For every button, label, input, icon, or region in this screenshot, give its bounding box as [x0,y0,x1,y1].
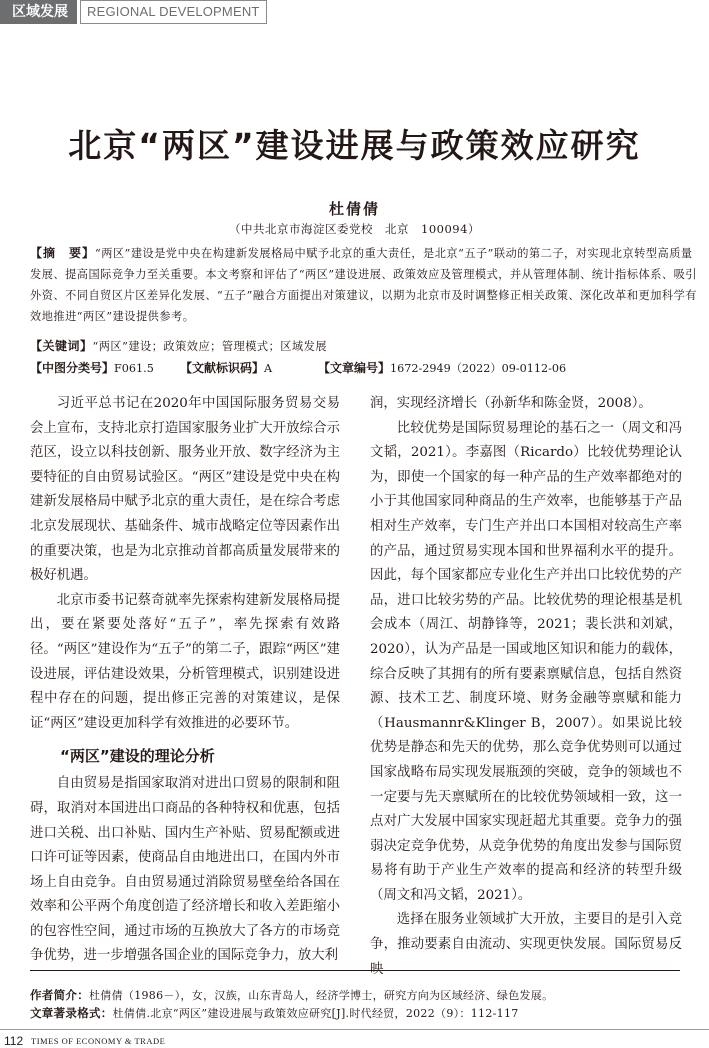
section-label-en: REGIONAL DEVELOPMENT [80,0,267,24]
doc-code-label: 【文献标识码】 [180,361,265,375]
keywords-text: “两区”建设；政策效应；管理模式；区域发展 [92,340,328,353]
clc-value: F061.5 [114,362,154,375]
paragraph: 比较优势是国际贸易理论的基石之一（周文和冯文韬，2021）。李嘉图（Ricardo）比较优势理论认为，即使一个国家的每一种产品的生产效率都绝对的小于其他国家同种商品的生产效率，也能够基于产品相对生产效率，专门生产并出口本国相对较高生产率的产品，通过贸易实现本国和世界福利水平的提升。因此，每个国家都应专业化生产并出口比较优势的产品，进口比较劣势的产品。比较优势的理论根基是机会成本（周江、胡静锋等，2021；裴长洪和刘斌，2020），认为产品是一国或地区知识和能力的载体，综合反映了其拥有的所有要素禀赋信息，包括自然资源、技术工艺、制度环境、财务金融等禀赋和能力（Hausmannr&Klinger B，2007）。如果说比较优势是静态和先天的优势，那么竞争优势则可以通过国家战略布局实现发展瓶颈的突破，竞争的领域也不一定要与先天禀赋所在的比较优势领域相一致，这一点对广大发展中国家实现赶超尤其重要。竞争力的强弱决定竞争优势，从竞争优势的角度出发参与国际贸易将有助于产业生产效率的提高和经济的转型升级（周文和冯文韬，2021）。 [370,420,682,903]
paragraph: 润，实现经济增长（孙新华和陈金贤，2008）。 [370,396,652,411]
footnote-divider [30,970,680,971]
page-footer-rule [0,1029,709,1030]
author-bio-text: 杜倩倩（1986－），女，汉族，山东青岛人，经济学博士，研究方向为区域经济、绿色发展。 [89,989,554,1002]
citation-text: 杜倩倩.北京“两区”建设进展与政策效应研究[J].时代经贸，2022（9）：112-117 [112,1007,519,1020]
author-bio-label: 作者简介： [30,988,89,1002]
doc-code-value: A [264,362,273,375]
paragraph: 北京市委书记蔡奇就率先探索构建新发展格局提出，要在紧要处落好“五子”，率先探索有效路径。“两区”建设作为“五子”的第二子，跟踪“两区”建设进展，评估建设效果，分析管理模式，识别建设进程中存在的问题，提出修正完善的对策建议，是保证“两区”建设更加科学有效推进的必要环节。 [30,592,340,731]
article-number-label: 【文章编号】 [318,361,391,375]
abstract-text: “两区”建设是党中央在构建新发展格局中赋予北京的重大责任，是北京“五子”联动的第二子，对实现北京转型高质量发展、提高国际竞争力至关重要。本文考察和评估了“两区”建设进展、政策效应及管理模式，并从管理体制、统计指标体系、吸引外资、不同自贸区片区差异化发展、“五子”融合方面提出对策建议，以期为北京市及时调整修正相关政策、深化改革和更加科学有效地推进“两区”建设提供参考。 [30,247,697,323]
paragraph: 选择在服务业领域扩大开放，主要目的是引入竞争，推动要素自由流动、实现更快发展。国际贸易反映 [370,912,682,977]
abstract-label: 【摘 要】 [30,246,96,260]
author-name: 杜倩倩 [328,200,380,218]
citation-label: 文章著录格式： [30,1006,113,1020]
author-affiliation: （中共北京市海淀区委党校 北京 100094） [229,222,480,236]
clc-label: 【中图分类号】 [30,361,115,375]
keywords-label: 【关键词】 [30,339,93,353]
abstract [30,243,702,327]
author-bio [30,987,702,1004]
article-title: 北京“两区”建设进展与政策效应研究 [68,126,641,165]
section-header [0,0,267,24]
paragraph: 习近平总书记在2020年中国国际服务贸易交易会上宣布，支持北京打造国家服务业扩大开放综合示范区，设立以科技创新、服务业开放、数字经济为主要特征的自由贸易试验区。“两区”建设是党中央在构建新发展格局中赋予北京的重大责任，是在综合考虑北京发展现状、基础条件、城市战略定位等因素作出的重要决策，也是为北京推动首都高质量发展带来的极好机遇。 [30,396,340,584]
article-number-value: 1672-2949（2022）09-0112-06 [390,362,567,375]
keywords [30,337,702,356]
left-column [30,392,340,969]
section-label-cn: 区域发展 [0,0,77,24]
page-number: 112 [4,1034,24,1048]
citation-format [30,1005,702,1022]
paragraph: 自由贸易是指国家取消对进出口贸易的限制和阻碍，取消对本国进出口商品的各种特权和优惠，包括进口关税、出口补贴、国内生产补贴、贸易配额或进口许可证等因素，使商品自由地进出口，在国内外市场上自由竞争。自由贸易通过消除贸易壁垒给各国在效率和公平两个角度创造了经济增长和收入差距缩小的包容性空间，通过市场的互换放大了各方的市场竞争优势，进一步增强各国企业的国际竞争力，放大利 [30,776,340,964]
journal-name: TIMES OF ECONOMY & TRADE [31,1036,166,1046]
section-heading: “两区”建设的理论分析 [60,747,215,766]
classification-row [30,359,702,378]
right-column [370,392,682,982]
